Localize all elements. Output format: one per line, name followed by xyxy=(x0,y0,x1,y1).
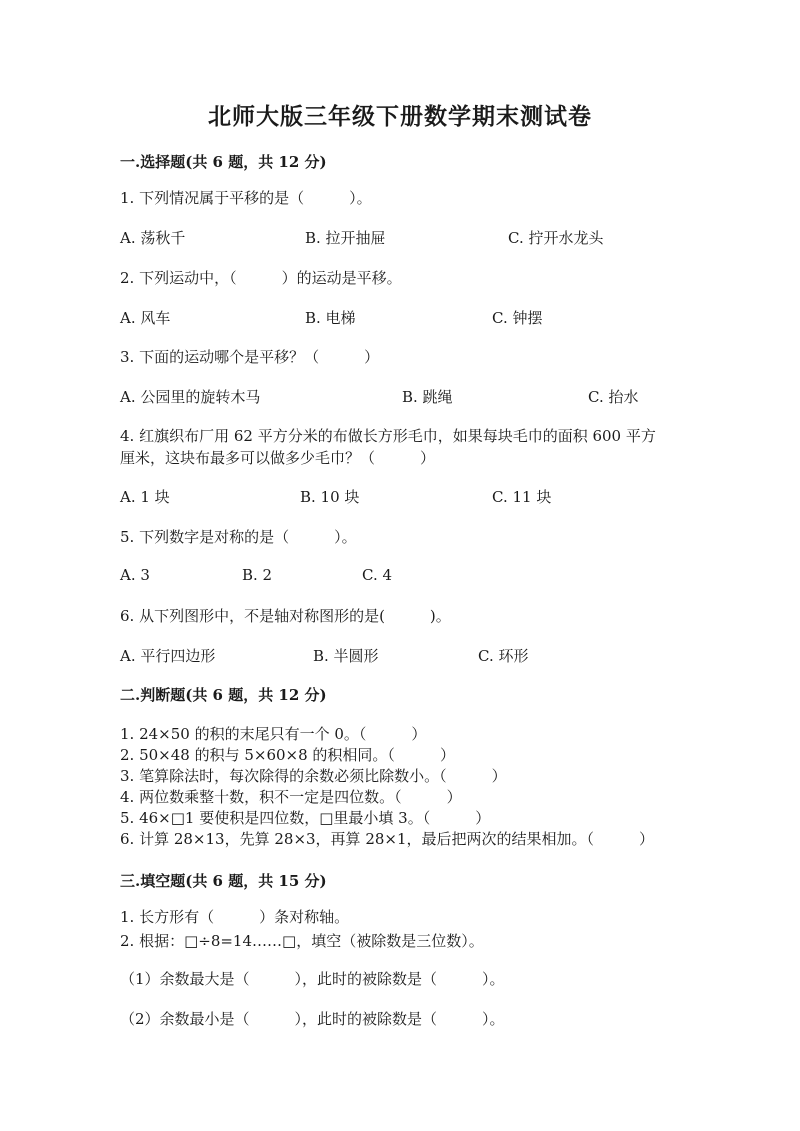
fill-item: 2. 根据：□÷8=14……□，填空（被除数是三位数）。 xyxy=(120,932,484,950)
question-stem: 1. 下列情况属于平移的是（ ）。 xyxy=(120,189,372,207)
option-c: C. 钟摆 xyxy=(492,309,543,327)
fill-subitem: （2）余数最小是（ ），此时的被除数是（ ）。 xyxy=(120,1010,505,1028)
option-c: C. 抬水 xyxy=(588,388,639,406)
option-a: A. 公园里的旋转木马 xyxy=(120,388,261,406)
option-a: A. 荡秋千 xyxy=(120,229,186,247)
question-stem: 6. 从下列图形中，不是轴对称图形的是( )。 xyxy=(120,607,451,625)
option-c: C. 4 xyxy=(362,566,393,584)
section-heading-judge: 二.判断题(共 6 题，共 12 分) xyxy=(120,686,327,704)
judge-item: 3. 笔算除法时，每次除得的余数必须比除数小。（ ） xyxy=(120,767,507,785)
option-b: B. 拉开抽屉 xyxy=(305,229,386,247)
question-stem: 3. 下面的运动哪个是平移？（ ） xyxy=(120,348,380,366)
judge-item: 1. 24×50 的积的末尾只有一个 0。（ ） xyxy=(120,725,427,743)
option-b: B. 半圆形 xyxy=(313,647,379,665)
section-heading-choice: 一.选择题(共 6 题，共 12 分) xyxy=(120,153,327,171)
section-heading-fill: 三.填空题(共 6 题，共 15 分) xyxy=(120,872,327,890)
option-b: B. 10 块 xyxy=(300,488,360,506)
option-c: C. 11 块 xyxy=(492,488,552,506)
fill-subitem: （1）余数最大是（ ），此时的被除数是（ ）。 xyxy=(120,970,505,988)
option-a: A. 平行四边形 xyxy=(120,647,216,665)
option-c: C. 环形 xyxy=(478,647,529,665)
judge-item: 2. 50×48 的积与 5×60×8 的积相同。（ ） xyxy=(120,746,455,764)
option-c: C. 拧开水龙头 xyxy=(508,229,604,247)
judge-item: 6. 计算 28×13，先算 28×3，再算 28×1，最后把两次的结果相加。（ ） xyxy=(120,830,655,848)
fill-item: 1. 长方形有（ ）条对称轴。 xyxy=(120,908,350,926)
judge-item: 5. 46×□1 要使积是四位数，□里最小填 3。（ ） xyxy=(120,809,491,827)
option-b: B. 跳绳 xyxy=(402,388,453,406)
option-a: A. 风车 xyxy=(120,309,171,327)
question-stem: 5. 下列数字是对称的是（ ）。 xyxy=(120,528,357,546)
option-b: B. 2 xyxy=(242,566,273,584)
option-a: A. 1 块 xyxy=(120,488,170,506)
question-stem-line1: 4. 红旗织布厂用 62 平方分米的布做长方形毛巾，如果每块毛巾的面积 600 平方 xyxy=(120,427,656,445)
question-stem: 2. 下列运动中，（ ）的运动是平移。 xyxy=(120,269,402,287)
judge-item: 4. 两位数乘整十数，积不一定是四位数。（ ） xyxy=(120,788,462,806)
page-title: 北师大版三年级下册数学期末测试卷 xyxy=(208,103,592,130)
question-stem-line2: 厘米，这块布最多可以做多少毛巾？（ ） xyxy=(120,449,436,467)
option-b: B. 电梯 xyxy=(305,309,356,327)
option-a: A. 3 xyxy=(120,566,150,584)
